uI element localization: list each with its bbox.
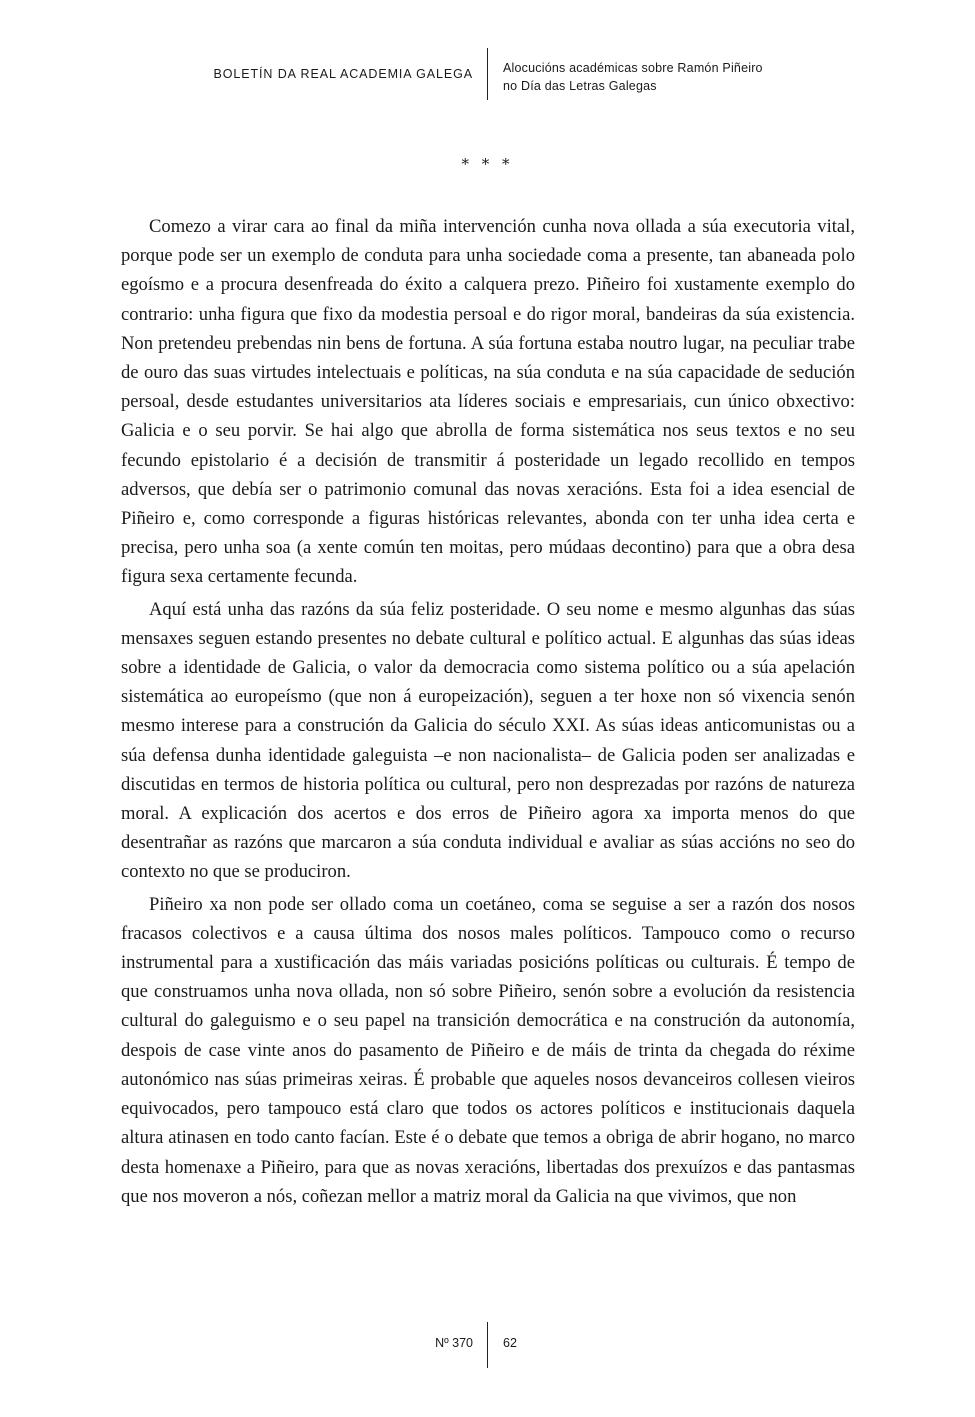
footer-divider: [487, 1322, 488, 1368]
paragraph-1: Comezo a virar cara ao final da miña intervención cunha nova ollada a súa executoria vital, porque pode ser un exemplo de conduta para unha sociedade coma a presente, tan abaneada polo egoísmo e a procura desenfreada do éxito a calquera prezo. Piñeiro foi xustamente exemplo do contrario: unha figura que fixo da modestia persoal e do rigor moral, bandeiras da súa existencia. Non pretendeu prebendas nin bens de fortuna. A súa fortuna estaba noutro lugar, na peculiar trabe de ouro das suas virtudes intelectuais e políticas, na súa conduta e na súa capacidade de sedución persoal, desde estudantes universitarios ata líderes sociais e empresariais, cun único obxectivo: Galicia e o seu porvir. Se hai algo que abrolla de forma sistemática nos seus textos e no seu fecundo epistolario é a decisión de transmitir á posteridade un legado recollido en tempos adversos, que debía ser o patrimonio comunal das novas xeracións. Esta foi a idea esencial de Piñeiro e, como corresponde a figuras históricas relevantes, abonda con ter unha idea certa e precisa, pero unha soa (a xente común ten moitas, pero múdaas decontino) para que a obra desa figura sexa certamente fecunda.: [121, 216, 855, 588]
section-separator: * * *: [461, 155, 514, 173]
article-body: [121, 212, 855, 1214]
issue-number: Nº 370: [435, 1336, 473, 1350]
journal-title: BOLETÍN DA REAL ACADEMIA GALEGA: [213, 67, 473, 81]
section-title-line-1: Alocucións académicas sobre Ramón Piñeiro: [503, 61, 763, 75]
page-number: 62: [503, 1336, 517, 1350]
section-title-line-2: no Día das Letras Galegas: [503, 79, 657, 93]
paragraph-3: Piñeiro xa non pode ser ollado coma un coetáneo, coma se seguise a ser a razón dos nosos fracasos colectivos e a causa última dos nosos males políticos. Tampouco como o recurso instrumental para a xustificación das máis variadas posicións políticas ou culturais. É tempo de que construamos unha nova ollada, non só sobre Piñeiro, senón sobre a evolución da resistencia cultural do galeguismo e o seu papel na transición democrática e na construción da autonomía, despois de case vinte anos do pasamento de Piñeiro e de máis de trinta da chegada do réxime autonómico nas súas primeiras xeiras. É probable que aqueles nosos devanceiros collesen vieiros equivocados, pero tampouco está claro que todos os actores políticos e institucionais daquela altura atinasen en todo canto facían. Este é o debate que temos a obriga de abrir hogano, no marco desta homenaxe a Piñeiro, para que as novas xeracións, libertadas dos prexuízos e das pantasmas que nos moveron a nós, coñezan mellor a matriz moral da Galicia na que vivimos, que non: [121, 893, 855, 1207]
header-divider: [487, 48, 488, 100]
running-header: [0, 48, 975, 102]
page-footer: [0, 1322, 975, 1370]
section-title: [503, 59, 763, 95]
paragraph-2: Aquí está unha das razóns da súa feliz posteridade. O seu nome e mesmo algunhas das súas mensaxes seguen estando presentes no debate cultural e político actual. E algunhas das súas ideas sobre a identidade de Galicia, o valor da democracia como sistema político ou a súa apelación sistemática ao europeísmo (que non á europeización), seguen a ter hoxe non só vixencia senón mesmo interese para a construción da Galicia do século XXI. As súas ideas anticomunistas ou a súa defensa dunha identidade galeguista –e non nacionalista– de Galicia poden ser analizadas e discutidas en termos de historia política ou cultural, pero non desprezadas por razóns de natureza moral. A explicación dos acertos e dos erros de Piñeiro agora xa importa menos do que desentrañar as razóns que marcaron a súa conduta individual e avaliar as súas accións no seo do contexto no que se produciron.: [121, 598, 855, 883]
